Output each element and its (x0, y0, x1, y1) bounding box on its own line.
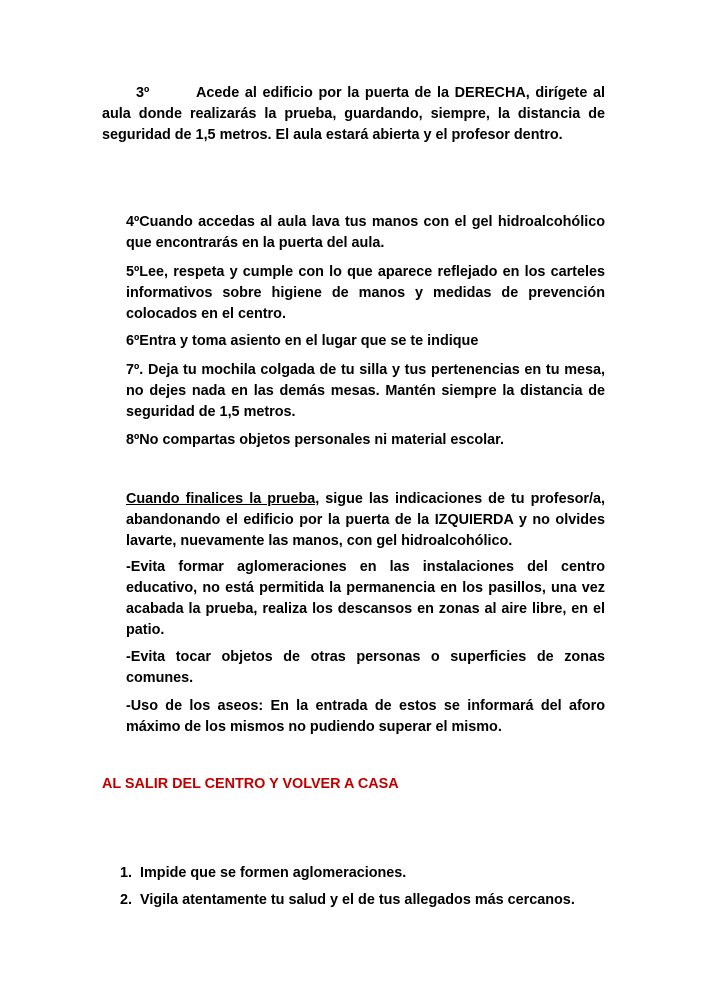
step-5-paragraph: 5ºLee, respeta y cumple con lo que aparece reflejado en los carteles informativos sobre higiene de manos y medidas de prevención colocados en el centro. (126, 264, 605, 322)
step-3-number: 3º (136, 85, 150, 101)
exit-list-item (102, 890, 605, 911)
step-3-paragraph (102, 83, 605, 146)
step-4-paragraph: 4ºCuando accedas al aula lava tus manos con el gel hidroalcohólico que encontrarás en la puerta del aula. (126, 214, 605, 251)
exit-list-text: Impide que se formen aglomeraciones. (140, 865, 407, 881)
exit-list-number: 1. (119, 865, 132, 881)
step-8-paragraph: 8ºNo compartas objetos personales ni material escolar. (126, 432, 504, 448)
exit-list-text: Vigila atentamente tu salud y el de tus allegados más cercanos. (140, 892, 575, 908)
step-6-paragraph: 6ºEntra y toma asiento en el lugar que se te indique (126, 333, 479, 349)
note-objetos: -Evita tocar objetos de otras personas o superficies de zonas comunes. (126, 649, 605, 686)
finish-direction: IZQUIERDA (434, 512, 514, 528)
exit-list-item (102, 863, 605, 884)
finish-lead: Cuando finalices la prueba, (126, 491, 320, 507)
finish-text-a: sigue las indicaciones de tu profesor/a, abandonando el edificio por la puerta de la (126, 491, 605, 528)
step-3-direction: DERECHA (454, 85, 526, 101)
note-aglomeraciones: -Evita formar aglomeraciones en las instalaciones del centro educativo, no está permitida la permanencia en los pasillos, una vez acabada la prueba, realiza los descansos en zonas al aire libre, en el patio. (126, 559, 605, 638)
step-3-text-a: Acede al edificio por la puerta de la (196, 85, 455, 101)
step-3-text-c: , dirígete al aula donde realizarás la prueba, guardando, siempre, la distancia de seguridad de 1,5 metros. El aula estará abierta y el profesor dentro. (102, 85, 605, 143)
finish-paragraph (126, 489, 605, 552)
note-aseos: -Uso de los aseos: En la entrada de estos se informará del aforo máximo de los mismos no pudiendo superar el mismo. (126, 698, 605, 735)
finish-text-c: y no olvides lavarte, nuevamente las manos, con gel hidroalcohólico. (126, 512, 605, 549)
step-7-paragraph: 7º. Deja tu mochila colgada de tu silla y tus pertenencias en tu mesa, no dejes nada en las demás mesas. Mantén siempre la distancia de seguridad de 1,5 metros. (126, 362, 605, 420)
section-heading: AL SALIR DEL CENTRO Y VOLVER A CASA (102, 776, 399, 792)
exit-list-number: 2. (119, 892, 132, 908)
